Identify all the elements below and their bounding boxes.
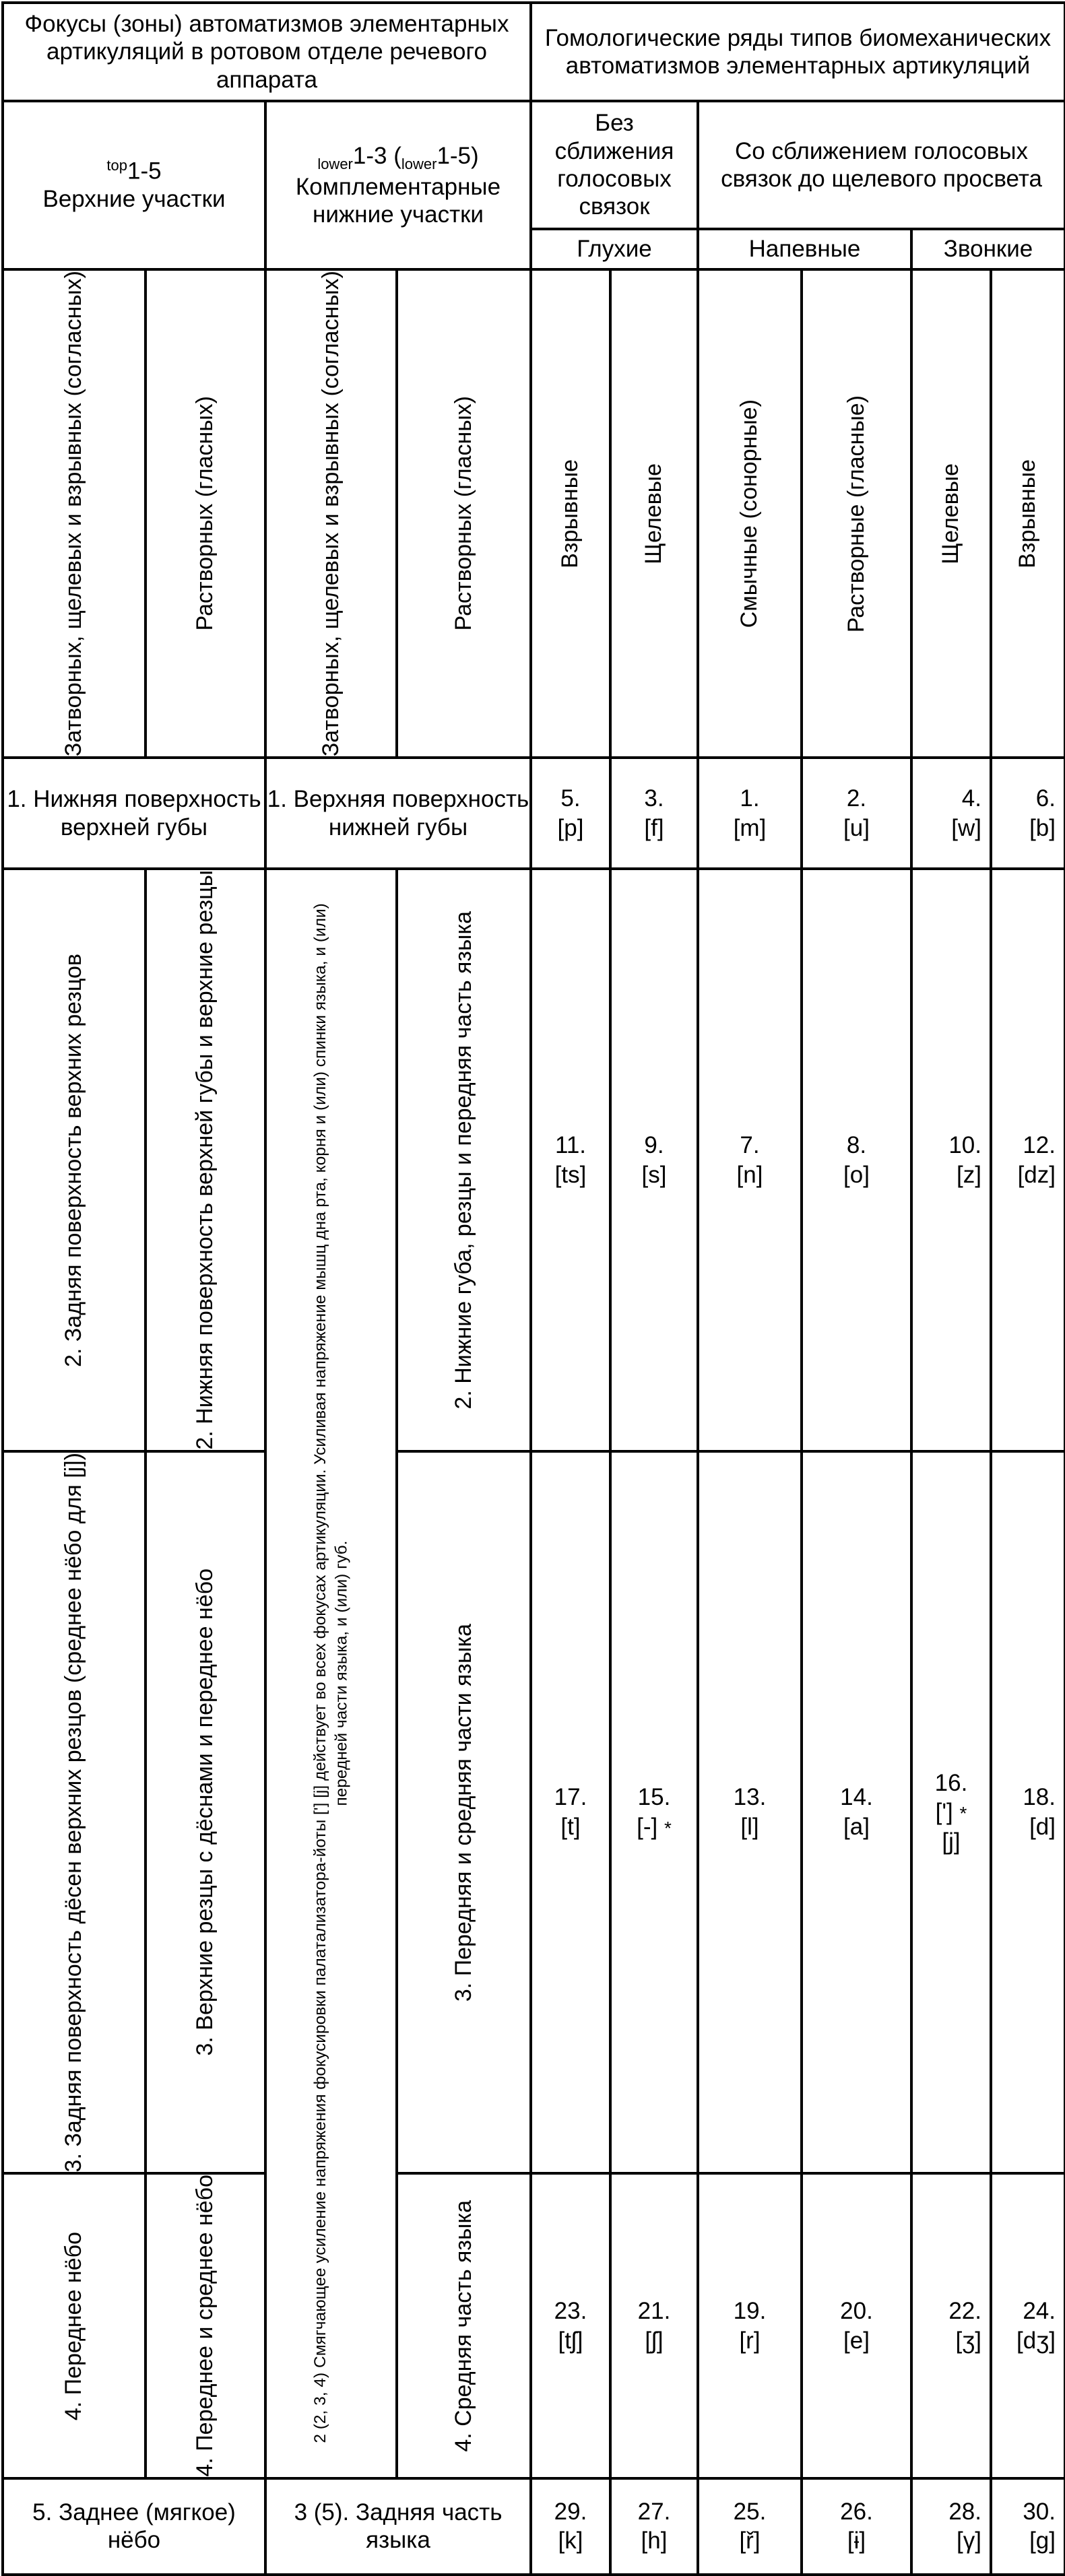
no-approach-header: Без сближения голосовых связок	[531, 101, 698, 229]
cell-r1-c1: 5. [p]	[531, 758, 610, 869]
cell-r5-c1	[531, 2478, 610, 2575]
cell-r4-c5: 22. [ʒ]	[911, 2173, 991, 2478]
palatalizer-note: 2 (2, 3, 4) Смягчающее усиление напряжения фокусировки палатализатора-йоты [ʹ] [j] действует во всех фокусах артикуляции. Усиливая напряжение мышц дна рта, корня и (или) спинки языка, и (или) передней части языка, и (или) губ.	[265, 869, 397, 2478]
footnote-star: *	[959, 1803, 967, 1824]
zone4-upper-b: 4. Переднее и среднее нёбо	[146, 2173, 265, 2478]
cell-r4-c4: 20. [e]	[802, 2173, 911, 2478]
cell-r4-c2: 21. [ʃ]	[610, 2173, 698, 2478]
cell-r5-c5	[911, 2478, 991, 2575]
voiced-header: Звонкие	[911, 229, 1065, 269]
col-voiced-plosive: Взрывные	[991, 269, 1065, 758]
zone3-upper-a: 3. Задняя поверхность дёсен верхних резцов (среднее нёбо для [j])	[3, 1451, 146, 2173]
cell-r3-c6: 18. [d]	[991, 1451, 1065, 2173]
col-voiced-fricative: Щелевые	[911, 269, 991, 758]
voiceless-header: Глухие	[531, 229, 698, 269]
lower-label: Комплементарные нижние участки	[296, 174, 501, 228]
lower-sub-1: lower	[317, 156, 353, 172]
lower-areas-header	[265, 101, 531, 269]
cell-r5-c6	[991, 2478, 1065, 2575]
col-upper-consonants: Затворных, щелевых и взрывных (согласных)	[3, 269, 146, 758]
phonetic-table	[1, 1, 1065, 2576]
zone4-upper-a: 4. Переднее нёбо	[3, 2173, 146, 2478]
cell-r2-c2: 9. [s]	[610, 869, 698, 1451]
cell-r4-c6: 24. [dʒ]	[991, 2173, 1065, 2478]
cell-r1-c3: 1. [m]	[698, 758, 802, 869]
lower-range-2: 1-5)	[437, 143, 478, 169]
zone5-upper	[3, 2478, 265, 2575]
upper-range: 1-5	[127, 158, 162, 185]
zone1-lower: 1. Верхняя поверхность нижней губы	[265, 758, 531, 869]
zone2-upper-b: 2. Нижняя поверхность верхней губы и верхние резцы	[146, 869, 265, 1451]
lower-sub-2: lower	[401, 156, 437, 172]
cell-r3-c4: 14. [a]	[802, 1451, 911, 2173]
cell-r2-c5: 10. [z]	[911, 869, 991, 1451]
col-sonorant: Смычные (сонорные)	[698, 269, 802, 758]
cell-r3-c5: 16. [ʹ] * [j]	[911, 1451, 991, 2173]
cell-r1-c6: 6. [b]	[991, 758, 1065, 869]
col-voiceless-fricative: Щелевые	[610, 269, 698, 758]
cell-r2-c1: 11. [ts]	[531, 869, 610, 1451]
upper-label: Верхние участки	[42, 186, 225, 212]
lower-range-1: 1-3 (	[353, 143, 401, 169]
zone1-upper: 1. Нижняя поверхность верхней губы	[3, 758, 265, 869]
cell-r2-c3: 7. [n]	[698, 869, 802, 1451]
cell-r1-c4: 2. [u]	[802, 758, 911, 869]
cell-r1-c2: 3. [f]	[610, 758, 698, 869]
cell-r2-c6: 12. [dz]	[991, 869, 1065, 1451]
right-title: Гомологические ряды типов биомеханических автоматизмов элементарных артикуляций	[531, 3, 1065, 101]
cell-r5-c3	[698, 2478, 802, 2575]
upper-sup: top	[106, 157, 127, 174]
col-voiceless-plosive: Взрывные	[531, 269, 610, 758]
cell-r5-c4	[802, 2478, 911, 2575]
cell-r3-c2: 15. [-] *	[610, 1451, 698, 2173]
with-approach-header: Со сближением голосовых связок до щелевого просвета	[698, 101, 1065, 229]
footnote-star: *	[664, 1818, 672, 1839]
cell-r2-c4: 8. [o]	[802, 869, 911, 1451]
cell-r5-c2	[610, 2478, 698, 2575]
cell-r3-c1: 17. [t]	[531, 1451, 610, 2173]
cell-r1-c5: 4. [w]	[911, 758, 991, 869]
left-title: Фокусы (зоны) автоматизмов элементарных артикуляций в ротовом отделе речевого аппарата	[3, 3, 531, 101]
cell-r3-c3: 13. [l]	[698, 1451, 802, 2173]
singing-header: Напевные	[698, 229, 911, 269]
cell-r4-c1: 23. [tʃ]	[531, 2173, 610, 2478]
zone2-lower-b: 2. Нижние губа, резцы и передняя часть языка	[397, 869, 531, 1451]
cell-r4-c3: 19. [r]	[698, 2173, 802, 2478]
col-vowel: Растворные (гласные)	[802, 269, 911, 758]
zone4-lower-b: 4. Средняя часть языка	[397, 2173, 531, 2478]
zone3-lower-b: 3. Передняя и средняя части языка	[397, 1451, 531, 2173]
zone3-upper-b: 3. Верхние резцы с дёснами и переднее нёбо	[146, 1451, 265, 2173]
upper-areas-header	[3, 101, 265, 269]
zone5-lower	[265, 2478, 531, 2575]
col-lower-vowels: Растворных (гласных)	[397, 269, 531, 758]
zone2-upper-a: 2. Задняя поверхность верхних резцов	[3, 869, 146, 1451]
col-lower-consonants: Затворных, щелевых и взрывных (согласных)	[265, 269, 397, 758]
col-upper-vowels: Растворных (гласных)	[146, 269, 265, 758]
